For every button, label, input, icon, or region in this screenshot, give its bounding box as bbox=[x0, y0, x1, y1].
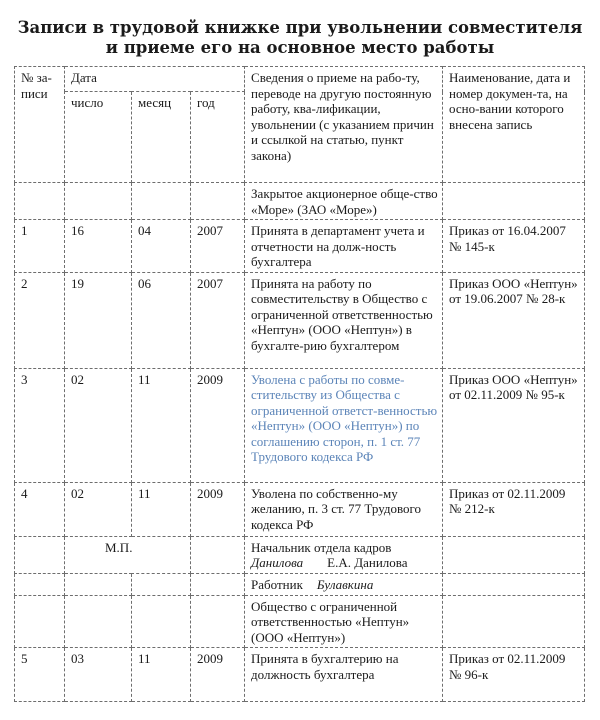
new-company-row bbox=[15, 595, 585, 648]
header-info: Сведения о приеме на рабо-ту, переводе на другую постоянную работу, ква-лификации, увольнении (с указанием причин и ссылкой на статью, пункт закона) bbox=[245, 67, 443, 183]
worker-label: Работник bbox=[251, 576, 303, 592]
work-record-table bbox=[14, 66, 585, 702]
header-year: год bbox=[191, 92, 245, 183]
row-4-month: 11 bbox=[132, 482, 191, 536]
row-5-month: 11 bbox=[132, 648, 191, 702]
row-3-day: 02 bbox=[65, 368, 132, 482]
row-2-year: 2007 bbox=[191, 272, 245, 368]
company-name: Закрытое акционерное обще-ство «Море» (ЗАО «Море») bbox=[245, 183, 443, 220]
row-3-no: 3 bbox=[15, 368, 65, 482]
header-day: число bbox=[65, 92, 132, 183]
header-row-top bbox=[15, 67, 585, 92]
row-3-year: 2009 bbox=[191, 368, 245, 482]
stamp-mark: М.П. bbox=[65, 536, 191, 573]
row-5-no: 5 bbox=[15, 648, 65, 702]
table-row bbox=[15, 648, 585, 702]
hr-title: Начальник отдела кадров bbox=[251, 539, 392, 555]
row-1-no: 1 bbox=[15, 220, 65, 273]
table-row bbox=[15, 368, 585, 482]
row-4-no: 4 bbox=[15, 482, 65, 536]
row-4-year: 2009 bbox=[191, 482, 245, 536]
worker-signature: Булавкина bbox=[316, 576, 374, 592]
worker-signature-row bbox=[15, 573, 585, 595]
row-2-basis: Приказ ООО «Нептун» от 19.06.2007 № 28-к bbox=[443, 272, 585, 368]
hr-name: Е.А. Данилова bbox=[327, 555, 408, 570]
hr-signature-block bbox=[245, 536, 443, 573]
table-row bbox=[15, 272, 585, 368]
row-1-year: 2007 bbox=[191, 220, 245, 273]
row-2-month: 06 bbox=[132, 272, 191, 368]
header-date: Дата bbox=[65, 67, 245, 92]
row-2-day: 19 bbox=[65, 272, 132, 368]
row-4-day: 02 bbox=[65, 482, 132, 536]
row-1-basis: Приказ от 16.04.2007 № 145-к bbox=[443, 220, 585, 273]
row-3-month: 11 bbox=[132, 368, 191, 482]
table-row bbox=[15, 482, 585, 536]
row-4-basis: Приказ от 02.11.2009 № 212-к bbox=[443, 482, 585, 536]
company-row bbox=[15, 183, 585, 220]
row-5-info: Принята в бухгалтерию на должность бухгалтера bbox=[245, 648, 443, 702]
new-company-name: Общество с ограниченной ответственностью «Нептун» (ООО «Нептун») bbox=[245, 595, 443, 648]
worker-signature-block bbox=[245, 573, 443, 595]
signature-row bbox=[15, 536, 585, 573]
row-1-month: 04 bbox=[132, 220, 191, 273]
row-3-info: Уволена с работы по совме-стительству из Общества с ограниченной ответст-венностью «Нептун» (ООО «Нептун») по соглашению сторон, п. 1 ст. 77 Трудового кодекса РФ bbox=[245, 368, 443, 482]
title-line-2: и приеме его на основное место работы bbox=[105, 38, 495, 57]
row-3-basis: Приказ ООО «Нептун» от 02.11.2009 № 95-к bbox=[443, 368, 585, 482]
document-title bbox=[0, 18, 600, 58]
row-5-day: 03 bbox=[65, 648, 132, 702]
title-line-1: Записи в трудовой книжке при увольнении совместителя bbox=[17, 18, 583, 37]
table-row bbox=[15, 220, 585, 273]
row-4-info: Уволена по собственно-му желанию, п. 3 ст. 77 Трудового кодекса РФ bbox=[245, 482, 443, 536]
row-2-info: Принята на работу по совместительству в Общество с ограниченной ответственностью «Нептун» (ООО «Нептун») в бухгалте-рию бухгалтером bbox=[245, 272, 443, 368]
row-1-day: 16 bbox=[65, 220, 132, 273]
row-2-no: 2 bbox=[15, 272, 65, 368]
header-record-number: № за-писи bbox=[15, 67, 65, 183]
header-month: месяц bbox=[132, 92, 191, 183]
row-5-year: 2009 bbox=[191, 648, 245, 702]
row-5-basis: Приказ от 02.11.2009 № 96-к bbox=[443, 648, 585, 702]
row-1-info: Принята в департамент учета и отчетности на долж-ность бухгалтера bbox=[245, 220, 443, 273]
hr-signature-line bbox=[251, 555, 438, 571]
header-basis: Наименование, дата и номер докумен-та, на осно-вании которого внесена запись bbox=[443, 67, 585, 183]
hr-signature: Данилова bbox=[251, 555, 304, 570]
